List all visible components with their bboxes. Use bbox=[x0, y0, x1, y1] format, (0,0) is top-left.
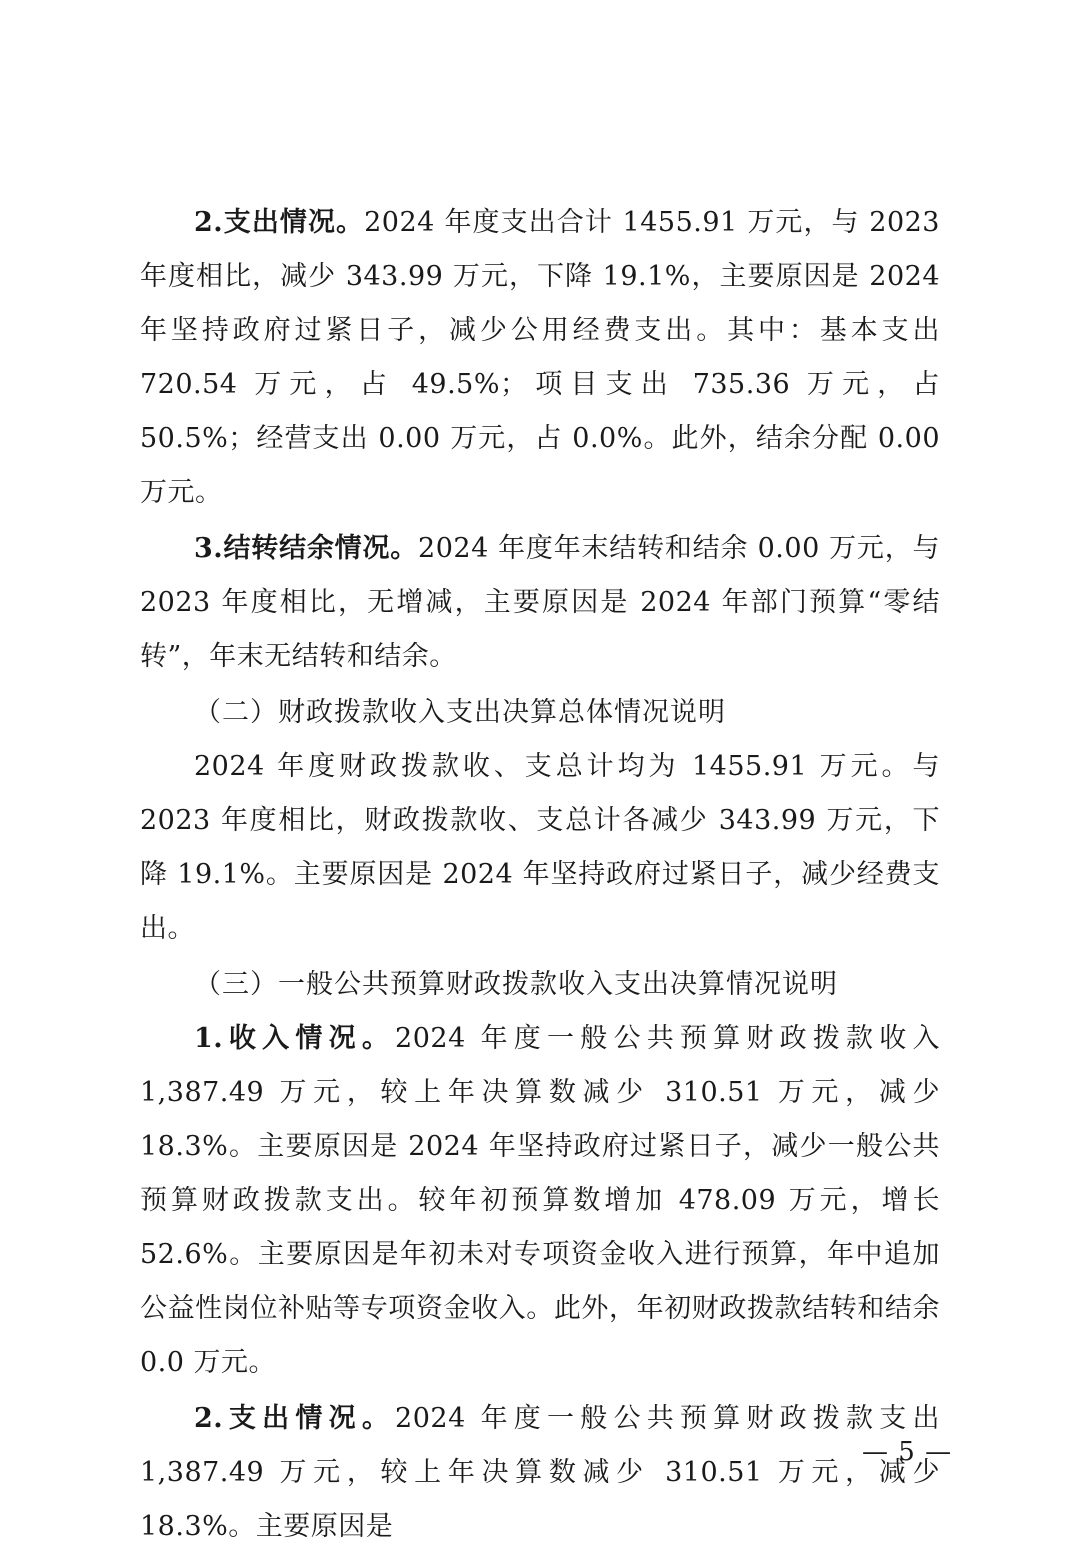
paragraph-general-expenditure bbox=[140, 1392, 940, 1554]
section-heading-general-budget: （三）一般公共预算财政拨款收入支出决算情况说明 bbox=[194, 969, 838, 1000]
paragraph-lead: 2.支出情况。 bbox=[194, 207, 365, 238]
paragraph-income bbox=[140, 1012, 940, 1390]
paragraph-expenditure bbox=[140, 196, 940, 520]
paragraph-carryover bbox=[140, 522, 940, 684]
paragraph-lead: 3.结转结余情况。 bbox=[194, 533, 419, 564]
document-body bbox=[140, 196, 940, 1554]
paragraph-text: 2024 年度一般公共预算财政拨款收入 1,387.49 万元，较上年决算数减少 310.51 万元，减少 18.3%。主要原因是 2024 年坚持政府过紧日子，减少一般公共预算财政拨款支出。较年初预算数增加 478.09 万元，增长 52.6%。主要原因是年初未对专项资金收入进行预算，年中追加公益性岗位补贴等专项资金收入。此外，年初财政拨款结转和结余 0.0 万元。 bbox=[140, 1023, 941, 1378]
paragraph-text: 2024 年度支出合计 1455.91 万元，与 2023 年度相比，减少 343.99 万元，下降 19.1%，主要原因是 2024 年坚持政府过紧日子，减少公用经费支出。其中：基本支出 720.54 万元，占 49.5%；项目支出 735.36 万元，占 50.5%；经营支出 0.00 万元，占 0.0%。此外，结余分配 0.00 万元。 bbox=[140, 207, 940, 508]
paragraph-text: 2024 年度年末结转和结余 0.00 万元，与 2023 年度相比，无增减，主要原因是 2024 年部门预算“零结转”，年末无结转和结余。 bbox=[140, 533, 941, 672]
section-heading-fiscal-overview: （二）财政拨款收入支出决算总体情况说明 bbox=[194, 697, 726, 728]
paragraph-lead: 2.支出情况。 bbox=[194, 1403, 396, 1434]
paragraph-fiscal-overview bbox=[140, 740, 940, 956]
paragraph-text: 2024 年度一般公共预算财政拨款支出 1,387.49 万元，较上年决算数减少 310.51 万元，减少 18.3%。主要原因是 bbox=[140, 1403, 941, 1542]
page-number: — 5 — bbox=[862, 1437, 953, 1467]
paragraph-lead: 1.收入情况。 bbox=[194, 1023, 396, 1054]
paragraph-text: 2024 年度财政拨款收、支总计均为 1455.91 万元。与 2023 年度相比，财政拨款收、支总计各减少 343.99 万元，下降 19.1%。主要原因是 2024 年坚持政府过紧日子，减少经费支出。 bbox=[140, 751, 940, 944]
